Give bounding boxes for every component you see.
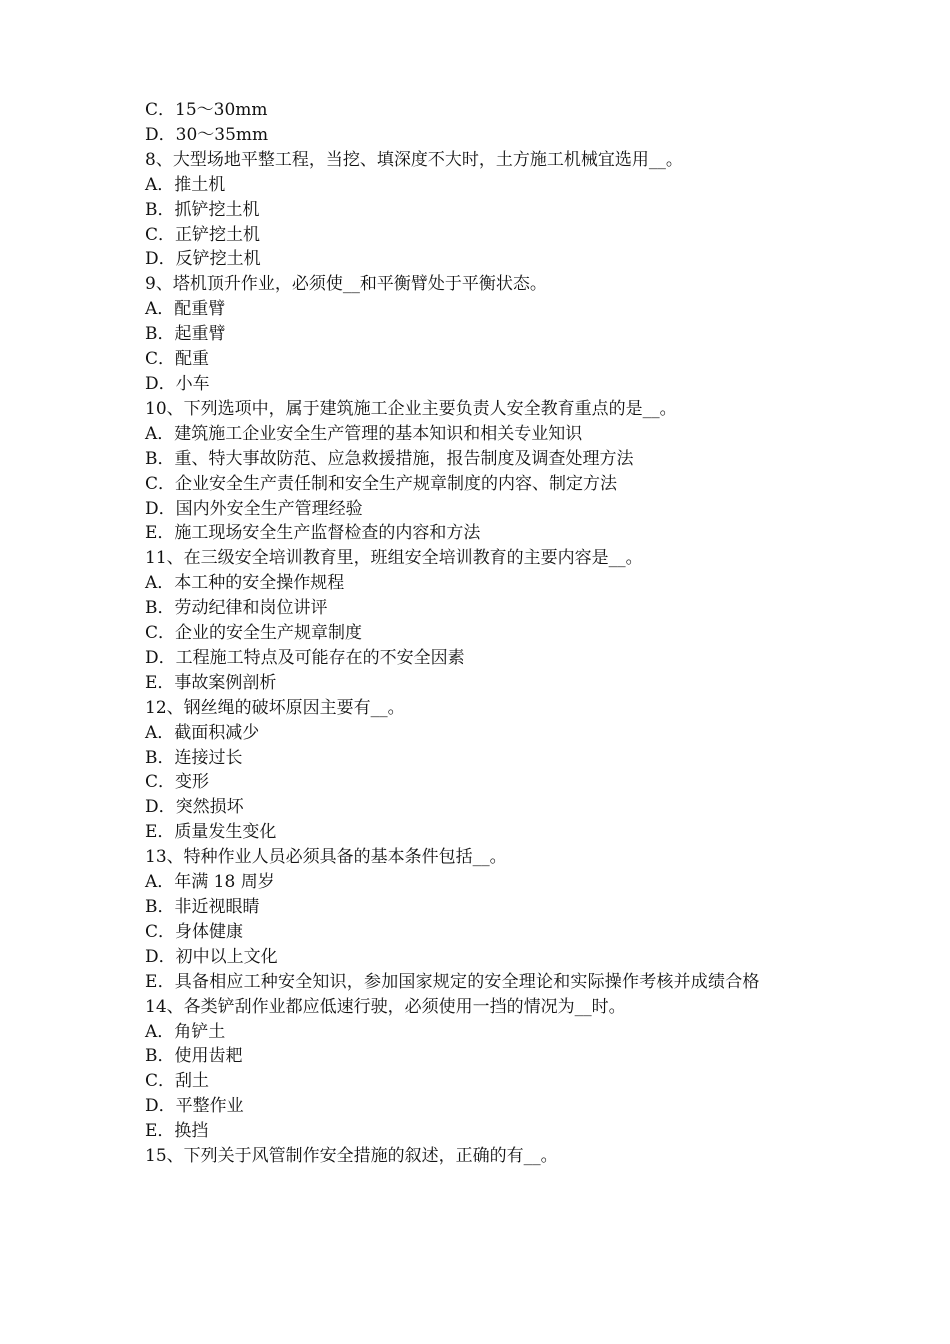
question-line: 9、塔机顶升作业，必须使__和平衡臂处于平衡状态。 <box>145 274 547 295</box>
option-line: A．配重臂 <box>145 299 226 320</box>
option-line: B．非近视眼睛 <box>145 897 260 917</box>
question-line: 13、特种作业人员必须具备的基本条件包括__。 <box>145 847 507 868</box>
question-line: 14、各类铲刮作业都应低速行驶，必须使用一挡的情况为__时。 <box>145 996 626 1017</box>
option-line: D．30～35mm <box>145 124 269 145</box>
option-line: B．连接过长 <box>145 747 243 768</box>
option-line: B．劳动纪律和岗位讲评 <box>145 598 328 619</box>
question-line: 12、钢丝绳的破坏原因主要有__。 <box>145 697 405 718</box>
question-line: 15、下列关于风管制作安全措施的叙述，正确的有__。 <box>145 1146 558 1167</box>
option-line: B．重、特大事故防范、应急救援措施，报告制度及调查处理方法 <box>145 448 634 469</box>
option-line: E．质量发生变化 <box>145 822 277 843</box>
option-line: E．施工现场安全生产监督检查的内容和方法 <box>145 523 481 544</box>
option-line: E．具备相应工种安全知识，参加国家规定的安全理论和实际操作考核并成绩合格 <box>145 971 760 992</box>
option-line: C．企业安全生产责任制和安全生产规章制度的内容、制定方法 <box>145 473 618 494</box>
option-line: B．使用齿耙 <box>145 1046 243 1067</box>
question-line: 10、下列选项中，属于建筑施工企业主要负责人安全教育重点的是__。 <box>145 398 677 419</box>
option-line: C．正铲挖土机 <box>145 224 261 245</box>
question-line: 8、大型场地平整工程，当挖、填深度不大时，土方施工机械宜选用__。 <box>145 149 683 170</box>
option-line: C．15～30mm <box>145 100 268 120</box>
option-line: B．抓铲挖土机 <box>145 199 260 220</box>
option-line: C．配重 <box>145 349 210 370</box>
question-line: 11、在三级安全培训教育里，班组安全培训教育的主要内容是__。 <box>145 548 643 569</box>
option-line: D．平整作业 <box>145 1096 244 1117</box>
option-line: D．小车 <box>145 373 210 394</box>
option-line: C．企业的安全生产规章制度 <box>145 623 363 644</box>
option-line: E．事故案例剖析 <box>145 672 277 693</box>
option-line: D．工程施工特点及可能存在的不安全因素 <box>145 647 465 668</box>
option-line: D．国内外安全生产管理经验 <box>145 498 363 519</box>
option-line: A．角铲土 <box>145 1021 226 1042</box>
option-line: D．初中以上文化 <box>145 946 278 967</box>
option-line: A．本工种的安全操作规程 <box>145 573 345 594</box>
option-line: D．突然损坏 <box>145 797 244 818</box>
option-line: D．反铲挖土机 <box>145 249 261 270</box>
option-line: E．换挡 <box>145 1121 209 1142</box>
option-line: B．起重臂 <box>145 324 226 345</box>
document-body <box>145 98 815 1169</box>
option-line: A．截面积减少 <box>145 722 260 743</box>
option-line: C．刮土 <box>145 1071 210 1092</box>
option-line: A．推土机 <box>145 174 226 195</box>
option-line: A．建筑施工企业安全生产管理的基本知识和相关专业知识 <box>145 423 583 444</box>
option-line: C．变形 <box>145 772 210 793</box>
option-line: A．年满 18 周岁 <box>145 872 275 893</box>
option-line: C．身体健康 <box>145 921 244 942</box>
